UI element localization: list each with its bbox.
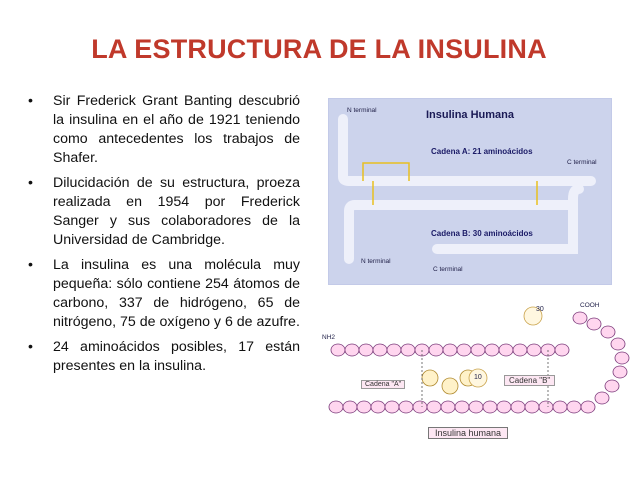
bullet-item <box>28 92 300 168</box>
c-terminal-b-label: C terminal <box>433 266 463 273</box>
bullet-icon: • <box>28 93 33 109</box>
bullet-icon: • <box>28 175 33 191</box>
middle-beads <box>422 370 476 394</box>
bullet-item <box>28 338 300 376</box>
c-terminal-label: C terminal <box>567 159 597 166</box>
chain-a-label: Cadena A: 21 aminoácidos <box>431 147 533 156</box>
label-30: 30 <box>536 306 544 313</box>
insulin-chains-svg <box>329 99 611 284</box>
chain-b-caption: Cadena "B" <box>504 375 555 386</box>
nh2-label: NH2 <box>322 334 336 341</box>
slide-title: LA ESTRUCTURA DE LA INSULINA <box>91 34 547 64</box>
bullet-item <box>28 256 300 332</box>
bullet-item <box>28 174 300 250</box>
chain-b-beads <box>329 312 629 413</box>
bullet-text: Dilucidación de su estructura, proeza realizada en 1954 por Frederick Sanger y sus colaboradores de la Universidad de Cambridge. <box>53 175 300 248</box>
label-10: 10 <box>474 374 482 381</box>
chain-b-path <box>349 189 579 259</box>
chain-a-caption: Cadena "A" <box>361 380 405 389</box>
bullet-text: 24 aminoácidos posibles, 17 están presentes en la insulina. <box>53 339 300 374</box>
n-terminal-label: N terminal <box>347 107 377 114</box>
bullet-text: Sir Frederick Grant Banting descubrió la insulina en el año de 1921 teniendo como antecedentes los trabajos de Shafer. <box>53 93 300 166</box>
bullet-icon: • <box>28 257 33 273</box>
bullet-icon: • <box>28 339 33 355</box>
n-terminal-b-label: N terminal <box>361 258 391 265</box>
chain-a-beads <box>331 344 569 356</box>
figure-title: Insulina Humana <box>425 109 515 121</box>
chain-b-label: Cadena B: 30 aminoácidos <box>431 229 533 238</box>
cooh-label: COOH <box>580 302 600 309</box>
insulin-diagram-figure <box>328 98 612 285</box>
bullet-list <box>28 92 300 382</box>
bullet-text: La insulina es una molécula muy pequeña: sólo contiene 254 átomos de carbono, 337 de hidrógeno, 65 de nitrógeno, 75 de oxígeno y 6 de azufre. <box>53 257 300 330</box>
figure-caption: Insulina humana <box>428 427 508 439</box>
insulin-bead-figure <box>318 302 636 447</box>
